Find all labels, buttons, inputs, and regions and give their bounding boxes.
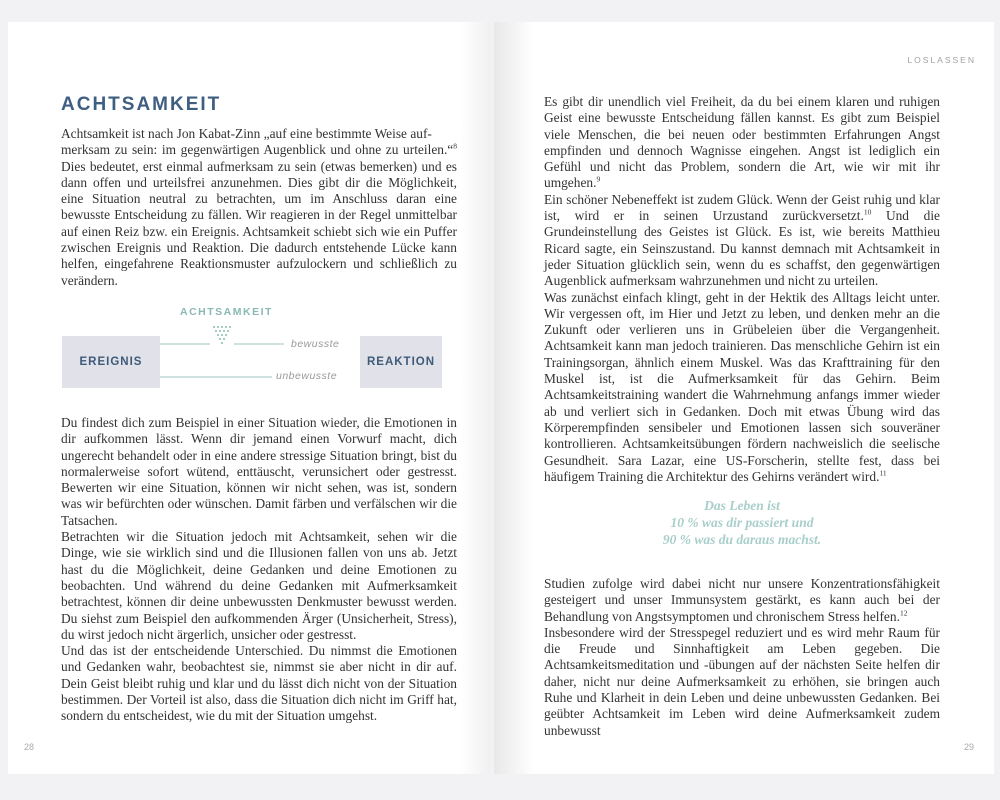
body-text	[61, 415, 457, 725]
paragraph: Es gibt dir unendlich viel Freiheit, da du bei einem klaren und ruhigen Geist eine bewusste Entscheidung fällen kannst. Es gibt zum Beispiel viele Menschen, die bei neuen oder bestimmten Erfahrungen Angst empfinden und dennoch Wagnisse eingehen. Angst ist lediglich ein Gefühl und nicht das Problem, sondern die Art, wie wir mit ihr umgehen.	[544, 94, 940, 191]
footnote-marker: 12	[899, 608, 908, 618]
quote-line: 10 % was dir passiert und	[670, 515, 814, 530]
ereignis-box: EREIGNIS	[62, 336, 160, 388]
reaktion-box: REAKTION	[360, 336, 442, 388]
paragraph: Insbesondere wird der Stresspegel reduziert und es wird mehr Raum für die Freude und Sinnhaftigkeit am Leben gegeben. Die Achtsamkeitsmeditation und -übungen auf der nächsten Seite helfen dir daher, nicht nur deine Aufmerksamkeit zu erhöhen, sie bringen auch Ruhe und Klarheit in dein Leben und deine unbewussten Gedanken. Bei geübter Achtsamkeit im Leben wird deine Aufmerksamkeit zudem unbewusst	[544, 624, 940, 738]
paragraph: Ein schöner Nebeneffekt ist zudem Glück. Wenn der Geist ruhig und klar ist, wird er in seinen Urzustand zurückversetzt.	[544, 191, 940, 224]
paragraph: Was zunächst einfach klingt, geht in der Hektik des Alltags leicht unter. Wir vergessen oft, im Hier und Jetzt zu leben, und denken mehr an die Zukunft oder verlieren uns in Grübeleien über die Vergangenheit. Achtsamkeit kann man jedoch trainieren. Das menschliche Gehirn ist ein Trainingsorgan, ähnlich einem Muskel. Was das Krafttraining für den Muskel ist, ist die Aufmerksamkeit für das Gehirn. Beim Achtsamkeitstraining wandert die Wahrnehmung anfangs immer wieder ab und verliert sich in Gedanken. Doch mit etwas Übung wird das Körperempfinden sensibeler und Emotionen lassen sich souveräner kontrollieren. Achtsamkeitsübungen fördern nachweislich die seelische Gesundheit. Sara Lazar, eine US-Forscherin, stellte fest, dass bei häufigem Training die Architektur des Gehirns verändert wird.	[544, 289, 940, 484]
body-text-bottom	[544, 576, 940, 739]
paragraph: Studien zufolge wird dabei nicht nur unsere Konzentrationsfähigkeit gesteigert und unser Immunsystem gestärkt, es kann auch bei der Behandlung von Angstsymptomen und chronischem Stress helfen.	[544, 576, 940, 624]
footnote-marker: 9	[596, 175, 601, 185]
unbewusste-label: unbewusste	[276, 370, 338, 382]
footnote-marker: 10	[863, 207, 872, 217]
intro-paragraph: Dies bedeutet, erst einmal aufmerksam zu sein (etwas bemerken) und es dann offen und urteilsfrei anzunehmen. Dies gibt dir die Möglichkeit, eine Situation neutral zu betrachten, um im Anschluss daran eine bewusste Entscheidung zu fällen. Wir reagieren in der Regel unmittelbar auf einen Reiz bzw. ein Ereignis. Achtsamkeit schiebt sich wie ein Puffer zwischen Ereignis und Reaktion. Die dadurch entstehende Lücke kann helfen, eingefahrene Reaktionsmuster aufzulockern und schließlich zu verändern.	[61, 158, 457, 288]
diagram-achtsamkeit-label: ACHTSAMKEIT	[180, 306, 273, 318]
quote-line: Das Leben ist	[704, 498, 780, 513]
right-page	[494, 22, 994, 774]
gutter-shadow	[494, 22, 534, 774]
page-number: 29	[963, 742, 974, 752]
running-head: LOSLASSEN	[907, 55, 976, 65]
dotted-funnel-icon	[213, 326, 231, 344]
pull-quote	[544, 497, 940, 548]
paragraph-continued: Und die Grundeinstellung des Geistes ist Glück. Es ist, wie bereits Matthieu Ricard sagte, ein Seinszustand. Du kannst demnach mit Achtsamkeit in jeder Situation glücklich sein, wenn du es schaffst, den gegenwärtigen Augenblick aufmerksam wahrzunehmen und nicht zu urteilen.	[544, 208, 940, 289]
left-page	[8, 22, 490, 774]
quote-line: 90 % was du daraus machst.	[662, 532, 822, 547]
section-title: ACHTSAMKEIT	[61, 94, 222, 115]
footnote-marker: 8	[453, 141, 457, 151]
page-number: 28	[24, 742, 35, 752]
intro-quote-line-1: Achtsamkeit ist nach Jon Kabat-Zinn „auf eine bestimmte Weise auf-	[61, 126, 432, 141]
paragraph: Betrachten wir die Situation jedoch mit Achtsamkeit, sehen wir die Dinge, wie sie wirklich sind und die Illusionen fallen von uns ab. Jetzt hast du die Möglichkeit, deine Gedanken und deine Emotionen zu beobachten. Und während du deine Gedanken mit Aufmerksamkeit betrachtest, können dir deine unbewussten Denkmuster bewusst werden. Du siehst zum Beispiel den aufkommenden Ärger (Unsicherheit, Stress), du wirst jedoch nicht ärgerlich, unsicher oder gestresst.	[61, 529, 457, 642]
bewusste-label: bewusste	[291, 338, 340, 350]
intro-text	[61, 126, 457, 289]
intro-quote-line-2: merksam zu sein: im gegenwärtigen Augenblick und ohne zu urteilen.“	[61, 142, 454, 158]
paragraph: Du findest dich zum Beispiel in einer Situation wieder, die Emotionen in dir aufkommen lässt. Wenn dir jemand einen Vorwurf macht, dich ungerecht behandelt oder in eine andere stressige Situation bringt, bist du normalerweise sofort wütend, enttäuscht, verunsichert oder gestresst. Bewerten wir eine Situation, können wir nicht sehen, was ist, sondern was wir befürchten oder wünschen. Damit färben und verfälschen wir die Tatsachen.	[61, 415, 457, 528]
paragraph: Und das ist der entscheidende Unterschied. Du nimmst die Emotionen und Gedanken wahr, beobachtest sie, nimmst sie aber nicht in dir auf. Dein Geist bleibt ruhig und klar und du lässt dich nicht von der Situation bestimmen. Der Vorteil ist also, dass die Situation dich nicht im Griff hat, sondern du entscheidest, wie du mit der Situation umgehst.	[61, 643, 457, 724]
body-text-top	[544, 94, 940, 485]
footnote-marker: 11	[879, 468, 887, 478]
gutter-shadow	[460, 22, 490, 774]
